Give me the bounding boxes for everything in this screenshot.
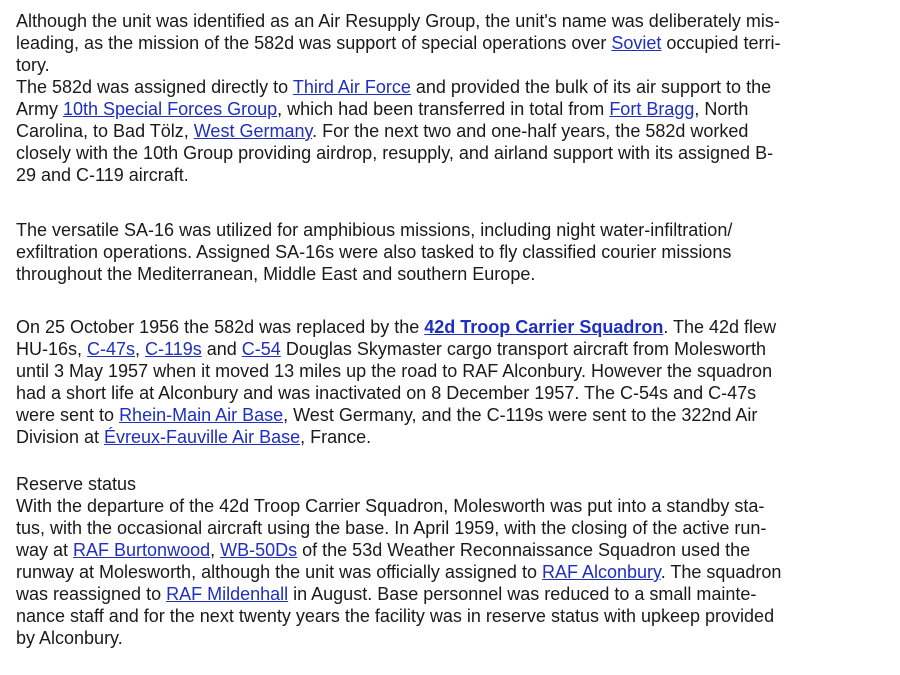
wiki-link[interactable]: Fort Bragg xyxy=(609,99,695,119)
wiki-link[interactable]: Third Air Force xyxy=(292,77,411,97)
text-segment: and provided the bulk of its air support to the xyxy=(410,77,772,97)
text-line xyxy=(16,76,771,98)
text-segment: With the departure of the 42d Troop Carrier Squadron, Molesworth was put into a standby sta- xyxy=(16,496,765,516)
text-segment: , North xyxy=(694,99,749,119)
text-segment: exfiltration operations. Assigned SA-16s were also tasked to fly classified courier missions xyxy=(16,242,732,262)
text-segment: tory. xyxy=(16,55,50,75)
wiki-link[interactable]: Rhein-Main Air Base xyxy=(119,405,284,425)
text-line xyxy=(16,32,780,54)
text-segment: tus, with the occasional aircraft using the base. In April 1959, with the closing of the active run- xyxy=(16,518,767,538)
text-line xyxy=(16,219,732,241)
text-segment: of the 53d Weather Reconnaissance Squadron used the xyxy=(297,540,751,560)
text-segment: Army xyxy=(16,99,63,119)
text-segment: . For the next two and one-half years, the 582d worked xyxy=(312,121,749,141)
text-segment: way at xyxy=(16,540,74,560)
text-line xyxy=(16,517,766,539)
wiki-link[interactable]: West Germany xyxy=(193,121,313,141)
text-segment: Carolina, to Bad Tölz, xyxy=(16,121,194,141)
text-line xyxy=(16,627,123,649)
text-line xyxy=(16,495,764,517)
text-segment: nance staff and for the next twenty years the facility was in reserve status with upkeep provided xyxy=(16,606,775,626)
text-segment: closely with the 10th Group providing airdrop, resupply, and airland support with its assigned B- xyxy=(16,143,774,163)
text-segment: had a short life at Alconbury and was inactivated on 8 December 1957. The C-54s and C-47s xyxy=(16,383,757,403)
text-line xyxy=(16,404,757,426)
text-line xyxy=(16,382,756,404)
text-segment: . The 42d flew xyxy=(663,317,777,337)
text-segment: until 3 May 1957 when it moved 13 miles up the road to RAF Alconbury. However the squadron xyxy=(16,361,773,381)
wiki-link[interactable]: RAF Mildenhall xyxy=(166,584,289,604)
wiki-link[interactable]: Soviet xyxy=(611,33,662,53)
text-segment: by Alconbury. xyxy=(16,628,123,648)
text-line xyxy=(16,263,535,285)
text-segment: were sent to xyxy=(16,405,120,425)
text-line xyxy=(16,241,731,263)
text-line xyxy=(16,316,776,338)
text-segment: , xyxy=(210,540,221,560)
text-line xyxy=(16,98,748,120)
text-segment: occupied terri- xyxy=(661,33,781,53)
wiki-link[interactable]: WB-50Ds xyxy=(220,540,298,560)
text-line xyxy=(16,473,136,495)
text-segment: throughout the Mediterranean, Middle East and southern Europe. xyxy=(16,264,536,284)
text-line xyxy=(16,583,756,605)
text-segment: , France. xyxy=(300,427,372,447)
text-line xyxy=(16,605,774,627)
text-line xyxy=(16,120,748,142)
text-segment: The versatile SA-16 was utilized for amphibious missions, including night water-infiltration/ xyxy=(16,220,733,240)
wiki-link[interactable]: RAF Burtonwood xyxy=(73,540,211,560)
text-segment: was reassigned to xyxy=(16,584,167,604)
text-segment: Although the unit was identified as an Air Resupply Group, the unit's name was deliberately mis- xyxy=(16,11,780,31)
text-segment: , xyxy=(135,339,146,359)
text-line xyxy=(16,338,766,360)
text-segment: leading, as the mission of the 582d was support of special operations over xyxy=(16,33,612,53)
text-segment: in August. Base personnel was reduced to a small mainte- xyxy=(288,584,757,604)
wiki-link[interactable]: C-54 xyxy=(241,339,281,359)
text-line xyxy=(16,54,50,76)
text-line xyxy=(16,539,750,561)
text-segment: . The squadron xyxy=(660,562,782,582)
text-segment: 29 and C-119 aircraft. xyxy=(16,165,189,185)
wiki-link[interactable]: C-47s xyxy=(87,339,136,359)
text-line xyxy=(16,426,371,448)
text-segment: and xyxy=(201,339,242,359)
text-segment: The 582d was assigned directly to xyxy=(16,77,293,97)
text-segment: Douglas Skymaster cargo transport aircraft from Molesworth xyxy=(280,339,766,359)
text-segment: Division at xyxy=(16,427,105,447)
text-line xyxy=(16,561,781,583)
text-segment: Reserve status xyxy=(16,474,137,494)
text-segment: runway at Molesworth, although the unit was officially assigned to xyxy=(16,562,542,582)
text-line xyxy=(16,164,189,186)
text-segment: , which had been transferred in total from xyxy=(277,99,610,119)
text-segment: On 25 October 1956 the 582d was replaced by the xyxy=(16,317,425,337)
wiki-link[interactable]: Évreux-Fauville Air Base xyxy=(104,427,301,447)
wiki-link[interactable]: RAF Alconbury xyxy=(541,562,661,582)
text-line xyxy=(16,142,773,164)
text-segment: HU-16s, xyxy=(16,339,88,359)
wiki-link[interactable]: 10th Special Forces Group xyxy=(63,99,278,119)
text-line xyxy=(16,10,780,32)
text-line xyxy=(16,360,772,382)
text-segment: , West Germany, and the C-119s were sent to the 322nd Air xyxy=(283,405,758,425)
wiki-link[interactable]: C-119s xyxy=(145,339,202,359)
wiki-link[interactable]: 42d Troop Carrier Squadron xyxy=(424,317,664,337)
